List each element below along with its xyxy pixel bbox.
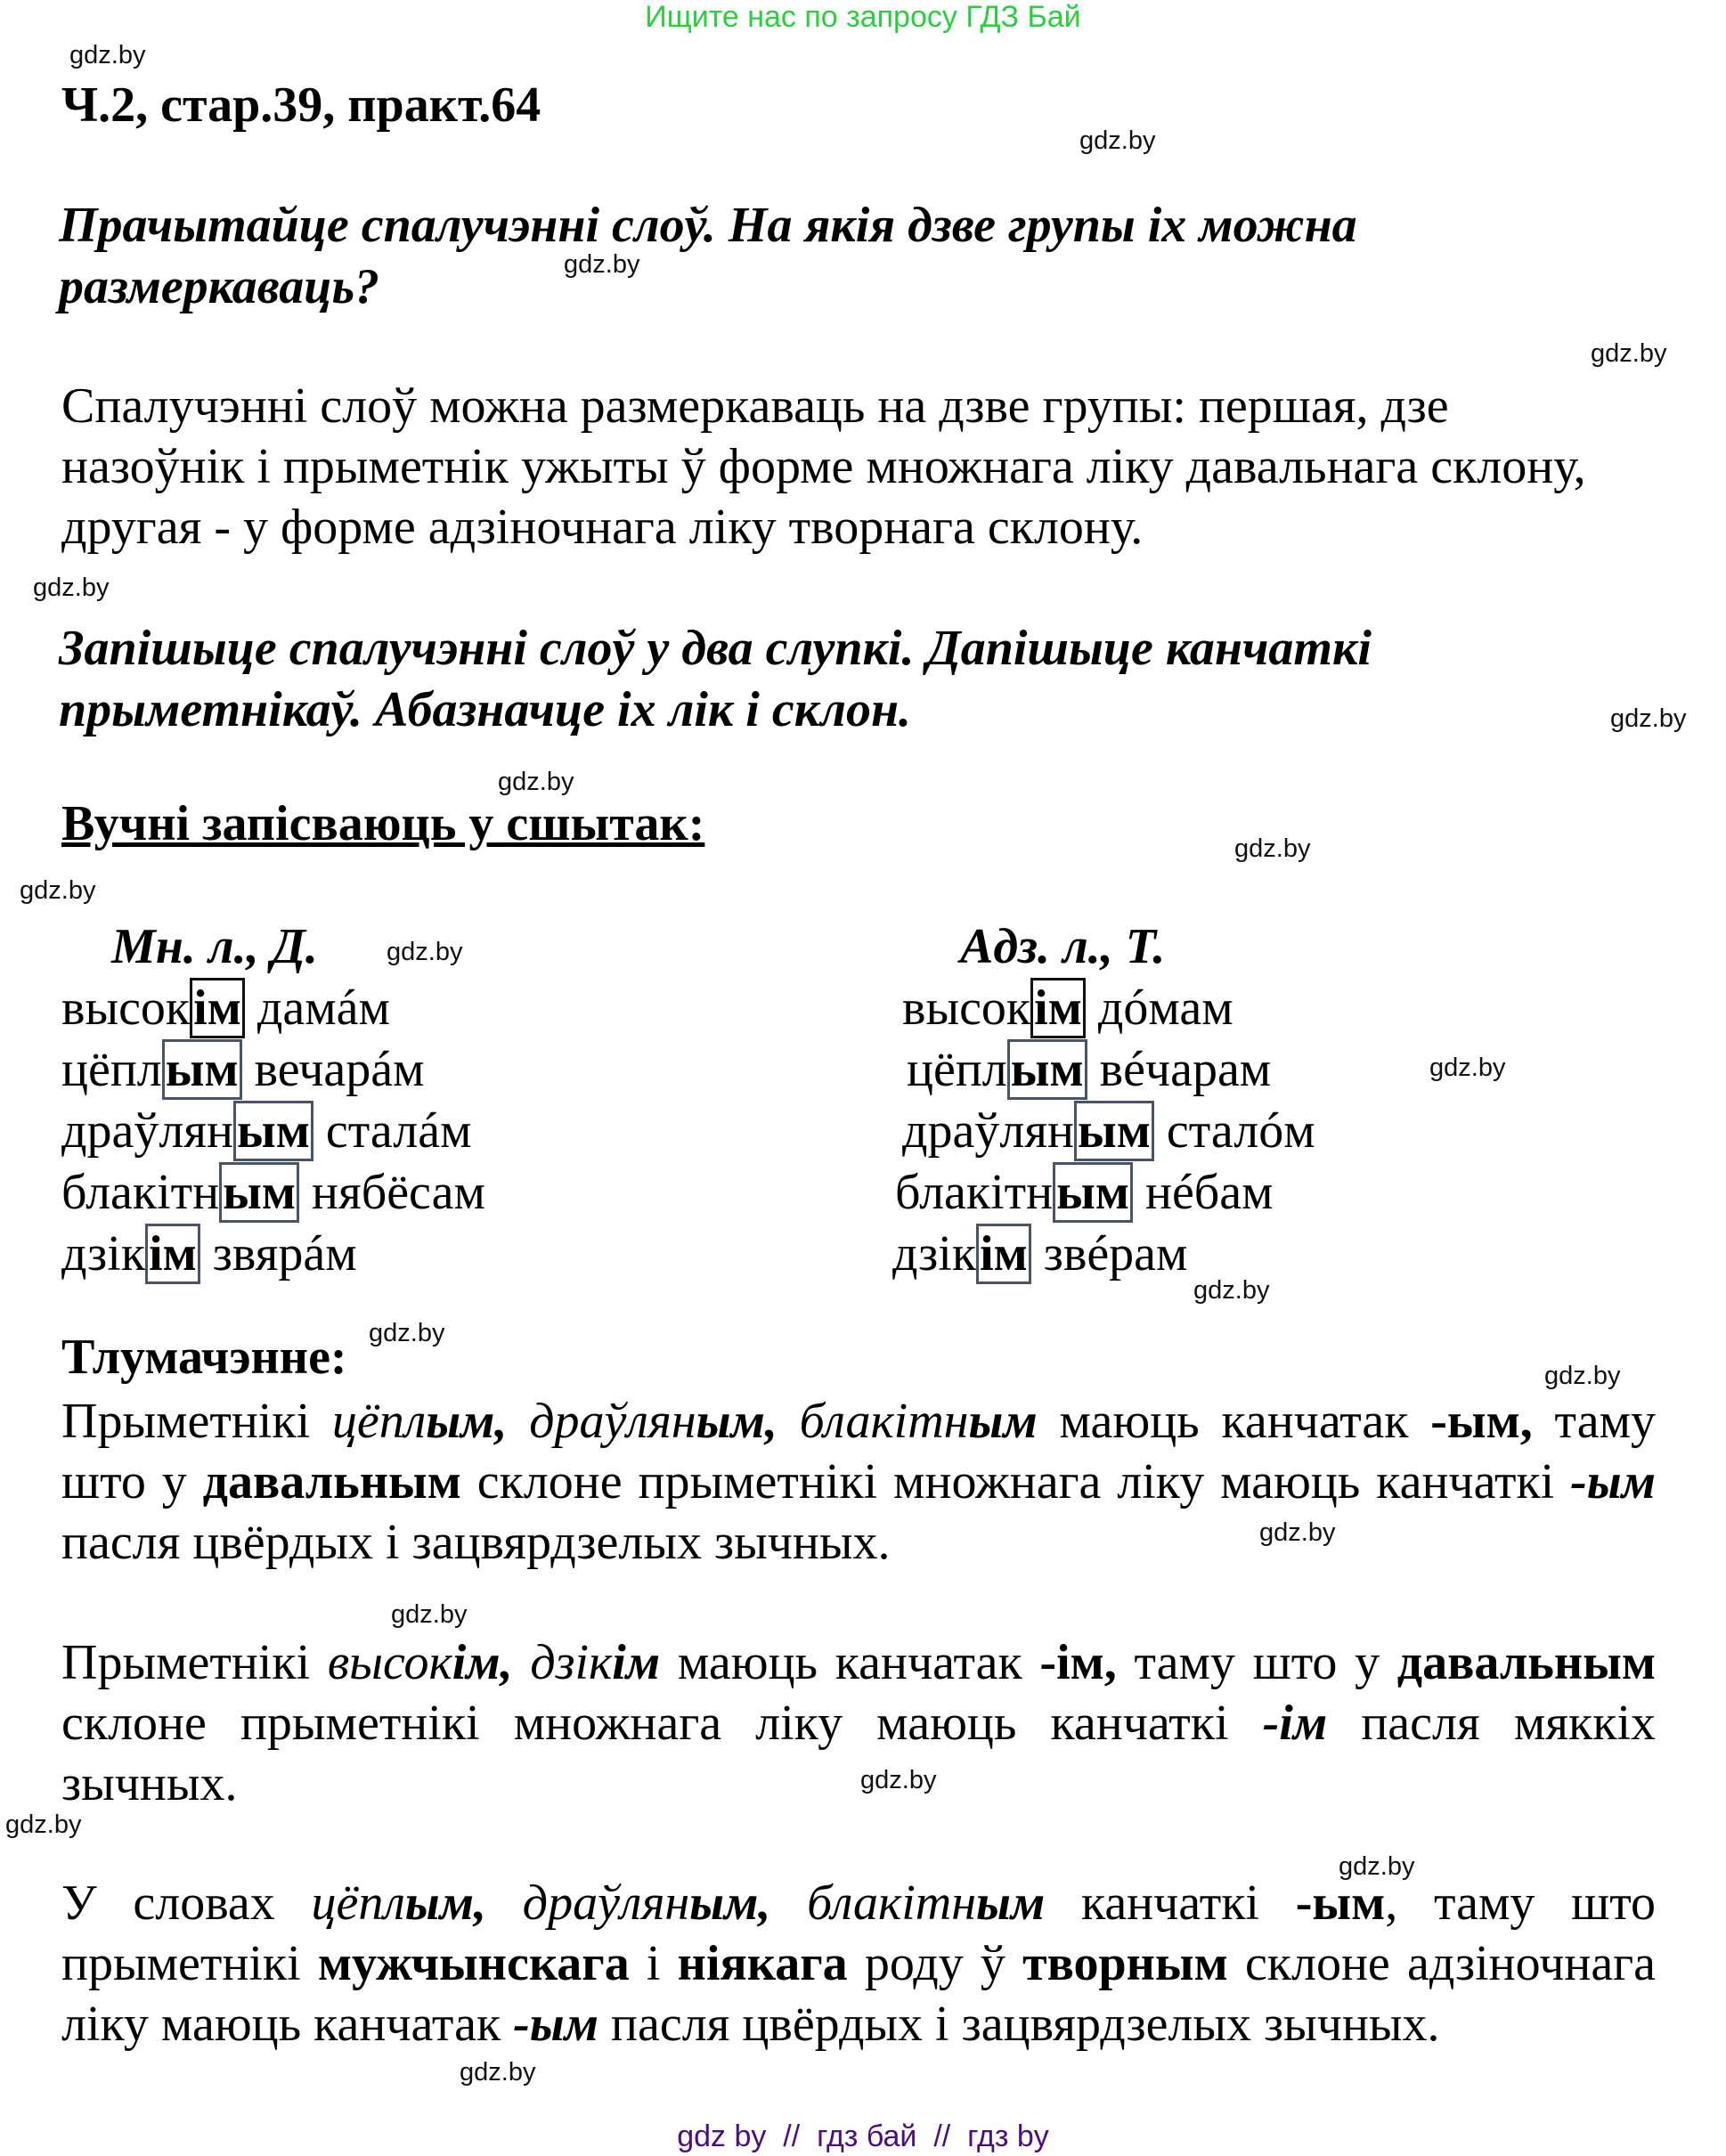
text-segment: ім, — [452, 1635, 531, 1690]
word-row — [902, 1101, 1315, 1162]
task-1: Прачытайце спалучэнні слоў. На якія дзве групы іх можна размеркаваць? — [59, 198, 1357, 314]
text-segment: таму што у — [1116, 1635, 1397, 1690]
text-segment: ым — [976, 1875, 1046, 1931]
adjective-stem: дзік — [61, 1226, 146, 1281]
noun: нéбам — [1144, 1165, 1274, 1220]
noun: дóмам — [1097, 980, 1233, 1036]
task-2: Запішыце спалучэнні слоў у два слупкі. Дапішыце канчаткі прыметнікаў. Абазначце іх лік і склон. — [59, 621, 1372, 737]
explanation-paragraph-1 — [61, 1391, 1656, 1573]
watermark: gdz.by — [1234, 834, 1311, 863]
explanation-paragraph-3 — [61, 1873, 1656, 2054]
text-segment: давальным — [202, 1454, 461, 1509]
adjective-ending-box: ым — [1053, 1162, 1133, 1223]
text-segment: -ым — [513, 1997, 599, 2052]
text-segment: пасля мяккіх зычных. — [61, 1696, 1656, 1811]
noun: сталáм — [325, 1103, 472, 1159]
noun: вечарáм — [254, 1042, 425, 1097]
watermark: gdz.by — [5, 1810, 82, 1839]
noun: сталóм — [1166, 1103, 1315, 1159]
adjective-ending-box: ым — [219, 1162, 299, 1223]
text-segment: таму што у — [61, 1394, 1657, 1509]
word-row — [902, 978, 1315, 1039]
watermark: gdz.by — [1193, 1276, 1270, 1305]
watermark: gdz.by — [391, 1600, 468, 1629]
text-segment: ым — [968, 1394, 1038, 1449]
text-segment: -ім — [1262, 1696, 1328, 1751]
text-segment: дзік — [530, 1635, 613, 1690]
text-segment: высок — [327, 1635, 452, 1690]
word-row — [61, 1224, 485, 1285]
column-header-singular-instrumental: Адз. л., Т. — [960, 919, 1166, 974]
text-segment: ым, — [404, 1875, 523, 1931]
text-segment: мужчынскага — [317, 1936, 630, 1991]
watermark: gdz.by — [564, 250, 640, 279]
adjective-ending-box: ым — [162, 1039, 242, 1100]
text-segment: Прыметнікі — [61, 1635, 328, 1690]
word-row — [907, 1039, 1315, 1101]
adjective-stem: высок — [61, 980, 191, 1036]
adjective-stem: цёпл — [61, 1042, 162, 1097]
notebook-heading: Вучні запісваюць у сшытак: — [61, 796, 705, 851]
search-banner[interactable]: Ищите нас по запросу ГДЗ Бай — [645, 0, 1081, 34]
word-row — [61, 1101, 485, 1162]
watermark: gdz.by — [498, 768, 574, 796]
text-segment: ым, — [696, 1394, 800, 1449]
noun: дамáм — [256, 980, 390, 1036]
adjective-ending-box: ім — [190, 978, 245, 1038]
watermark: gdz.by — [1544, 1362, 1621, 1390]
text-segment: роду ў — [847, 1936, 1023, 1991]
word-row — [895, 1162, 1315, 1224]
text-segment: -ым, — [1430, 1394, 1533, 1449]
text-segment: блакітн — [799, 1394, 969, 1449]
watermark: gdz.by — [387, 938, 463, 966]
watermark: gdz.by — [460, 2058, 536, 2087]
adjective-ending-box: ім — [1030, 978, 1086, 1038]
word-row — [61, 1039, 485, 1101]
text-segment: пасля цвёрдых і зацвярдзелых зычных. — [598, 1997, 1440, 2052]
column-header-plural-dative: Мн. л., Д. — [111, 919, 318, 974]
watermark: gdz.by — [33, 574, 110, 602]
text-segment: склоне прыметнікі множнага ліку маюць канчаткі — [61, 1696, 1263, 1751]
watermark: gdz.by — [1259, 1518, 1336, 1547]
text-segment: ніякага — [677, 1936, 848, 1991]
adjective-ending-box: ім — [976, 1224, 1031, 1284]
text-segment: маюць канчатак — [1037, 1394, 1431, 1449]
noun: вéчарам — [1099, 1042, 1272, 1097]
watermark: gdz.by — [69, 41, 146, 69]
word-row — [61, 1162, 485, 1224]
text-segment: ым, — [426, 1394, 530, 1449]
noun: звéрам — [1043, 1226, 1188, 1281]
noun: звярáм — [212, 1226, 357, 1281]
text-segment: блакітн — [807, 1875, 976, 1931]
text-segment: -ым — [1295, 1875, 1386, 1931]
text-segment: маюць канчатак — [660, 1635, 1040, 1690]
adjective-stem: блакітн — [895, 1165, 1054, 1220]
text-segment: драўлян — [522, 1875, 690, 1931]
adjective-stem: цёпл — [907, 1042, 1007, 1097]
text-segment: ім — [612, 1635, 661, 1690]
explanation-paragraph-2 — [61, 1632, 1656, 1814]
text-segment: -ім, — [1039, 1635, 1117, 1690]
adjective-ending-box: ым — [233, 1101, 313, 1161]
adjective-ending-box: ым — [1007, 1039, 1087, 1100]
watermark: gdz.by — [369, 1319, 445, 1347]
footer-links[interactable]: gdz by // гдз бай // гдз by — [677, 2119, 1049, 2153]
word-column-right — [892, 978, 1315, 1285]
watermark: gdz.by — [1429, 1054, 1506, 1082]
adjective-stem: дзік — [892, 1226, 977, 1281]
text-segment: ым, — [689, 1875, 808, 1931]
text-segment: склоне адзіночнага ліку маюць канчатак — [61, 1936, 1656, 2052]
noun: нябёсам — [311, 1165, 485, 1220]
text-segment: канчаткі — [1045, 1875, 1296, 1931]
explanation-title: Тлумачэнне: — [61, 1330, 347, 1385]
watermark: gdz.by — [1079, 126, 1156, 155]
adjective-ending-box: ым — [1074, 1101, 1154, 1161]
text-segment: давальным — [1396, 1635, 1657, 1690]
watermark: gdz.by — [1339, 1852, 1415, 1881]
adjective-stem: драўлян — [61, 1103, 234, 1159]
word-column-left — [61, 978, 485, 1285]
page-title: Ч.2, стар.39, практ.64 — [61, 77, 541, 133]
adjective-stem: высок — [902, 980, 1031, 1036]
watermark: gdz.by — [1610, 704, 1687, 733]
watermark: gdz.by — [1591, 339, 1667, 368]
adjective-ending-box: ім — [145, 1224, 200, 1284]
text-segment: цёпл — [311, 1875, 405, 1931]
text-segment: , таму што прыметнікі — [61, 1875, 1657, 1991]
text-segment: і — [629, 1936, 678, 1991]
answer-1: Спалучэнні слоў можна размеркаваць на дзве групы: першая, дзе назоўнік і прыметнік ужыты ў форме множнага ліку давальнага склону, другая - у форме адзіночнага ліку творнага склону. — [61, 378, 1586, 555]
text-segment: склоне прыметнікі множнага ліку маюць канчаткі — [460, 1454, 1571, 1509]
watermark: gdz.by — [860, 1766, 937, 1794]
adjective-stem: драўлян — [902, 1103, 1075, 1159]
text-segment: У словах — [61, 1875, 312, 1931]
text-segment: драўлян — [529, 1394, 696, 1449]
text-segment: творным — [1022, 1936, 1228, 1991]
text-segment: -ым — [1570, 1454, 1656, 1509]
text-segment: цёпл — [331, 1394, 427, 1449]
text-segment: пасля цвёрдых і зацвярдзелых зычных. — [61, 1515, 891, 1570]
adjective-stem: блакітн — [61, 1165, 220, 1220]
watermark: gdz.by — [20, 876, 96, 905]
text-segment: Прыметнікі — [61, 1394, 332, 1449]
word-row — [61, 978, 485, 1039]
